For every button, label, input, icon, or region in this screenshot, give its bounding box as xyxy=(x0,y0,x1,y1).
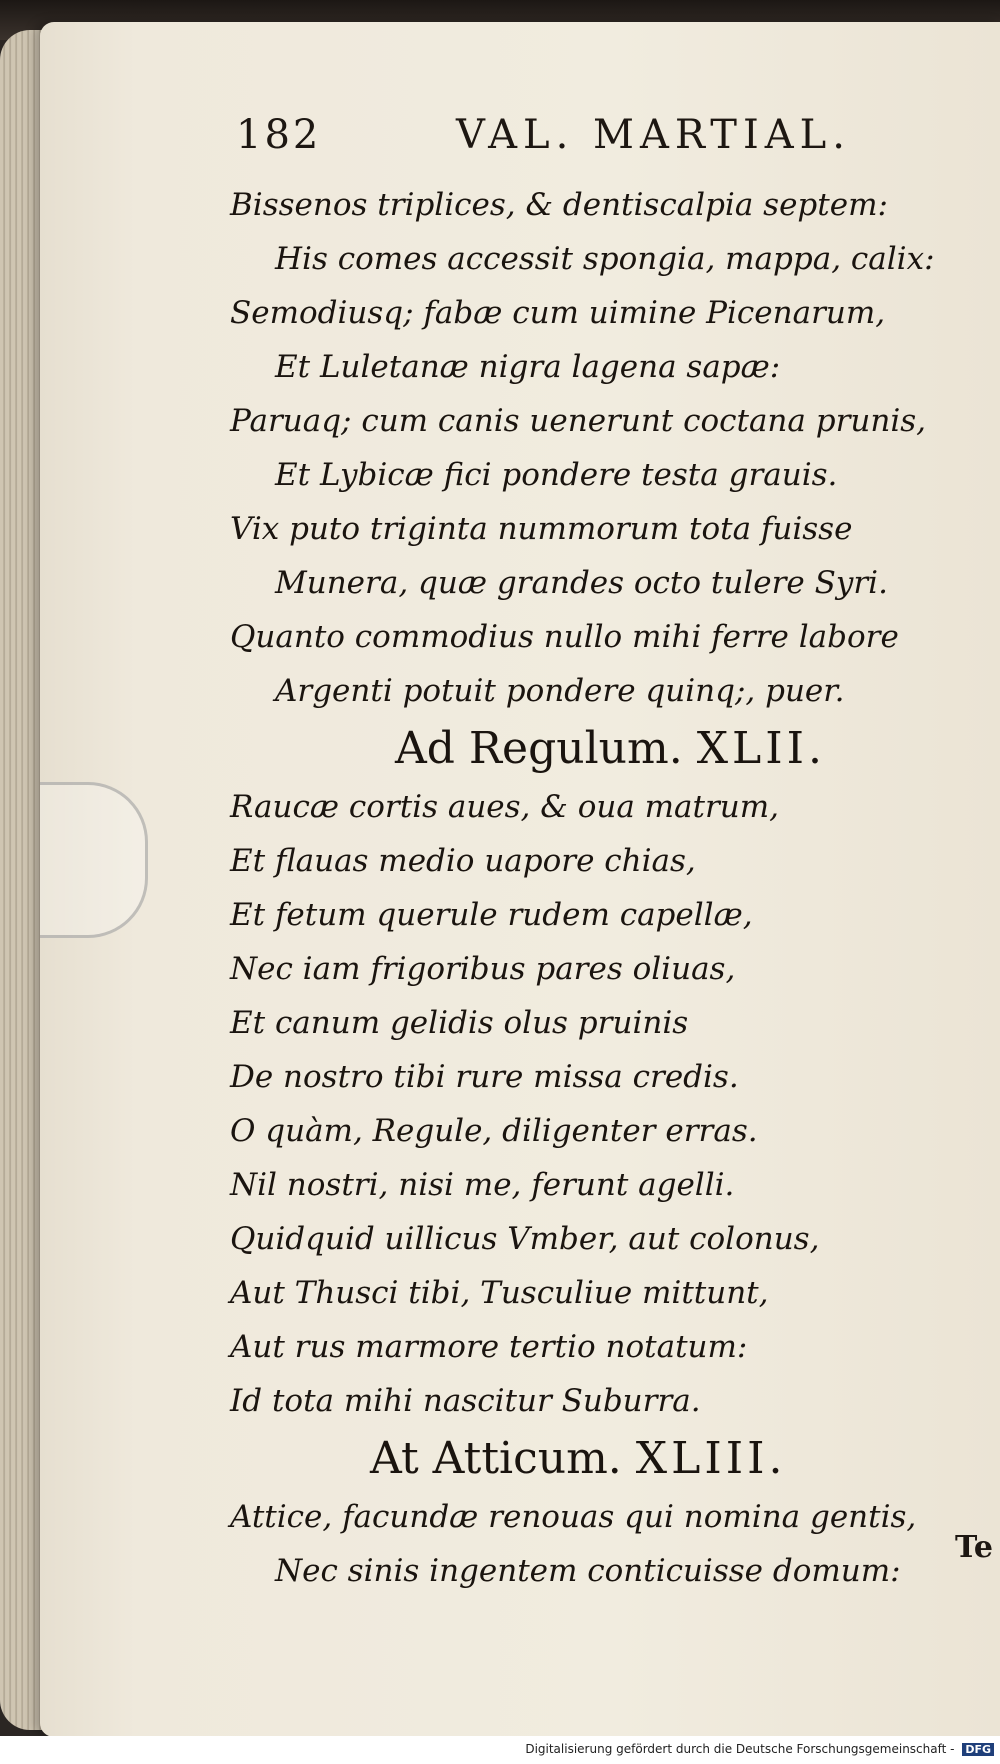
verse-line: Quidquid uillicus Vmber, aut colonus, xyxy=(230,1221,820,1257)
verse-line: Semodiusq; fabæ cum uimine Picenarum, xyxy=(230,295,886,331)
verse-line: Et canum gelidis olus pruinis xyxy=(230,1005,689,1041)
verse-line: Aut rus marmore tertio notatum: xyxy=(230,1329,748,1365)
verse-line: De nostro tibi rure missa credis. xyxy=(230,1059,739,1095)
heading-number: XLIII. xyxy=(635,1433,787,1484)
dfg-logo: DFG xyxy=(962,1743,994,1756)
verse-line: Attice, facundæ renouas qui nomina gentis, xyxy=(230,1499,917,1535)
heading-number: XLII. xyxy=(696,723,827,774)
verse-line: Et flauas medio uapore chias, xyxy=(230,843,696,879)
catchword: Te xyxy=(955,1530,993,1565)
heading-title: At Atticum. xyxy=(370,1433,622,1484)
page-clip xyxy=(40,782,148,938)
epigram-heading-42 xyxy=(230,718,910,780)
page-header xyxy=(236,112,870,172)
verse-line: Et Luletanæ nigra lagena sapæ: xyxy=(275,349,781,385)
page-number: 182 xyxy=(236,112,322,158)
running-title: VAL. MARTIAL. xyxy=(456,112,851,158)
digitization-footer xyxy=(0,1736,1000,1764)
verse-line: Nec iam frigoribus pares oliuas, xyxy=(230,951,736,987)
verse-line: Paruaq; cum canis uenerunt coctana prunis, xyxy=(230,403,927,439)
verse-line: Quanto commodius nullo mihi ferre labore xyxy=(230,619,899,655)
funding-note: Digitalisierung gefördert durch die Deutsche Forschungsgemeinschaft - xyxy=(525,1742,955,1756)
verse-line: Aut Thusci tibi, Tusculiue mittunt, xyxy=(230,1275,769,1311)
verse-line: Nil nostri, nisi me, ferunt agelli. xyxy=(230,1167,735,1203)
heading-title: Ad Regulum. xyxy=(395,723,683,774)
poem-text xyxy=(230,178,935,1598)
verse-line: Et fetum querule rudem capellæ, xyxy=(230,897,753,933)
verse-line: O quàm, Regule, diligenter erras. xyxy=(230,1113,758,1149)
verse-line: Et Lybicæ fici pondere testa grauis. xyxy=(275,457,838,493)
verse-line: Raucæ cortis aues, & oua matrum, xyxy=(230,789,780,825)
epigram-heading-43 xyxy=(230,1428,910,1490)
footer-text xyxy=(525,1742,994,1756)
verse-line: Munera, quæ grandes octo tulere Syri. xyxy=(275,565,888,601)
verse-line: His comes accessit spongia, mappa, calix: xyxy=(275,241,935,277)
verse-line: Bissenos triplices, & dentiscalpia septem: xyxy=(230,187,888,223)
verse-line: Vix puto triginta nummorum tota fuisse xyxy=(230,511,853,547)
verse-line: Id tota mihi nascitur Suburra. xyxy=(230,1383,701,1419)
verse-line: Argenti potuit pondere quinq;, puer. xyxy=(275,673,845,709)
verse-line: Nec sinis ingentem conticuisse domum: xyxy=(275,1553,901,1589)
